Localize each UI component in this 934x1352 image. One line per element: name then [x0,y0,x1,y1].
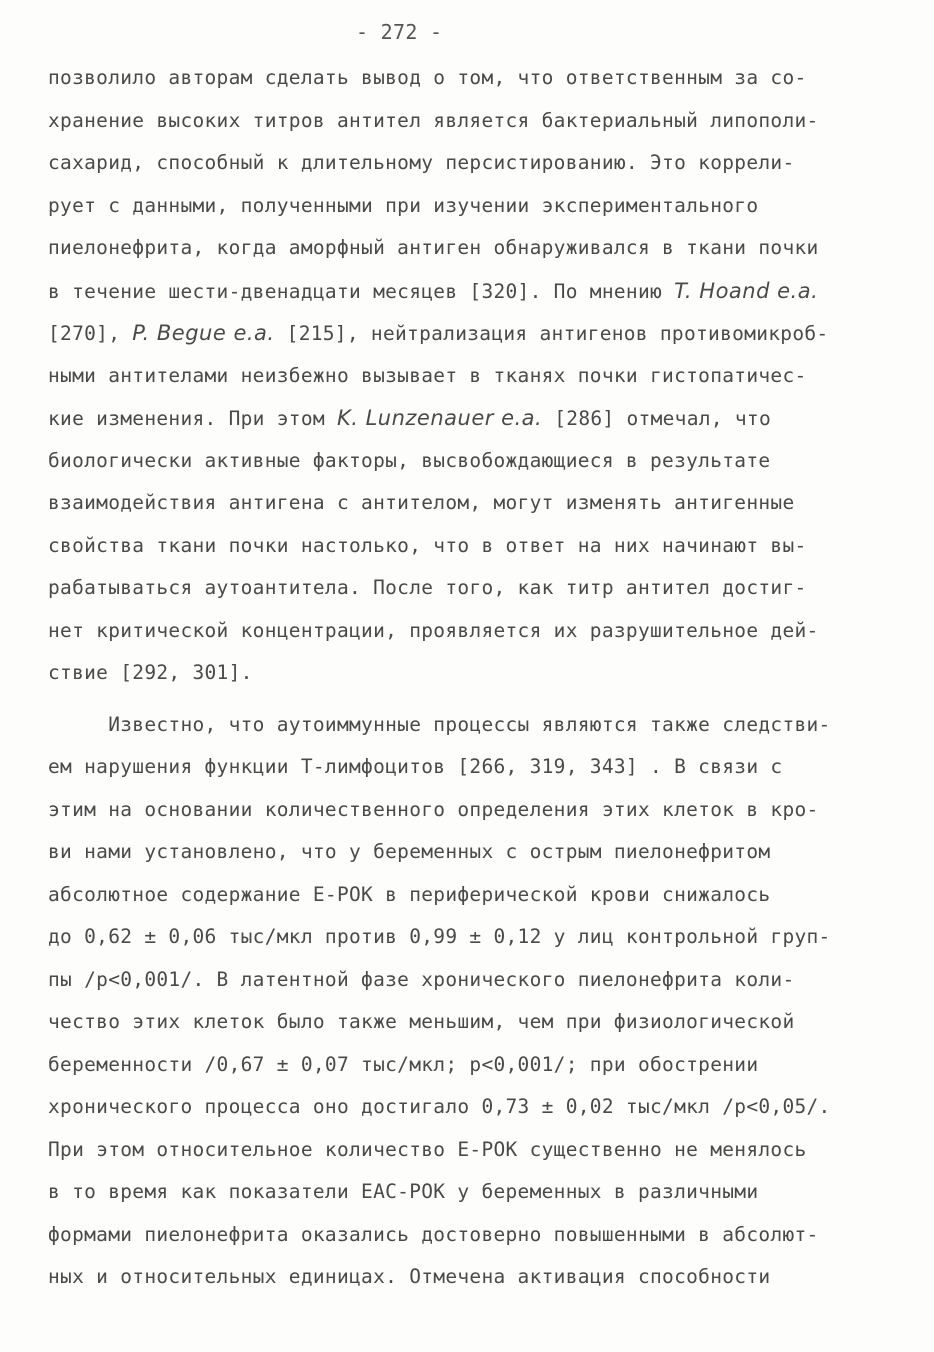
text-run: пы /р<0,001/. В латентной фазе хронического пиелонефрита коли- [48,967,795,991]
text-line [48,882,771,906]
text-line [48,533,807,557]
text-line [48,1222,819,1246]
text-run: хранение высоких титров антител является бактериальный липополи- [48,108,819,132]
text-line [48,363,807,387]
text-run: ствие [292, 301]. [48,661,253,684]
text-run: ем нарушения функции Т-лимфоцитов [266, 319, 343] . В связи с [48,755,783,778]
text-line [48,153,794,173]
text-run: [215], нейтрализация антигенов противомикроб- [274,322,829,345]
text-run: ви нами установлено, что у беременных с острым пиелонефритом [48,840,771,863]
text-line [48,757,782,777]
text-run: этим на основании количественного определения этих клеток в кро- [48,797,819,821]
text-line [48,663,253,683]
text-run: нет критической концентрации, проявляется их разрушительное дей- [48,618,819,642]
text-run: биологически активные факторы, высвобождающиеся в результате [48,448,771,472]
text-line [48,1012,794,1032]
text-line [48,578,807,598]
author-citation: P. Begue e.a. [132,321,275,345]
text-run: сахарид, способный к длительному персистированию. Это коррели- [48,151,795,174]
text-run: чество этих клеток было также меньшим, чем при физиологической [48,1010,795,1033]
text-run: абсолютное содержание Е-РОК в периферической крови снижалось [48,882,771,906]
text-run: свойства ткани почки настолько, что в ответ на них начинают вы- [48,533,807,557]
text-run: взаимодействия антигена с антителом, могут изменять антигенные [48,491,795,514]
text-line [48,108,819,132]
text-run: ных и относительных единицах. Отмечена активация способности [48,1265,771,1288]
text-line [48,1182,758,1202]
author-citation: T. Hoand e.a. [674,278,819,303]
text-line [48,842,770,862]
text-line [48,238,819,258]
text-line [48,1267,770,1287]
text-run: пиелонефрита, когда аморфный антиген обнаруживался в ткани почки [48,236,819,259]
text-run: рует с данными, полученными при изучении экспериментального [48,193,759,217]
text-line [48,1097,831,1117]
text-line [48,1052,759,1076]
text-run: позволило авторам сделать вывод о том, что ответственным за со- [48,66,807,89]
text-run: в течение шести-двенадцати месяцев [320]. По мнению [48,279,675,303]
text-line [48,193,759,217]
text-line [48,1137,807,1161]
text-line [48,712,831,736]
text-line [48,323,828,344]
text-run: в то время как показатели ЕАС-РОК у беременных в различными [48,1180,759,1203]
text-run: кие изменения. При этом [48,407,337,430]
text-run: формами пиелонефрита оказались достоверно повышенными в абсолют- [48,1222,819,1246]
text-run: ными антителами неизбежно вызывает в тканях почки гистопатичес- [48,363,807,387]
text-run: Известно, что аутоиммунные процессы являются также следстви- [48,712,831,736]
text-run: рабатываться аутоантитела. После того, как титр антител достиг- [48,576,807,599]
text-line [48,68,807,88]
text-line [48,493,794,513]
text-line [48,927,831,947]
text-run: хронического процесса оно достигало 0,73 ± 0,02 тыс/мкл /р<0,05/. [48,1095,831,1118]
author-citation: K. Lunzenauer e.a. [336,406,543,430]
text-run: беременности /0,67 ± 0,07 тыс/мкл; р<0,001/; при обострении [48,1052,759,1076]
text-line [48,967,795,991]
text-line [48,408,771,429]
text-line [48,448,771,472]
text-run: [286] отмечал, что [542,407,771,430]
text-line [48,797,819,821]
text-line [48,278,819,303]
text-run: [270], [48,322,133,345]
text-line [48,618,819,642]
text-run: При этом относительное количество Е-РОК существенно не менялось [48,1137,807,1161]
page-number: - 272 - [356,20,443,44]
text-run: до 0,62 ± 0,06 тыс/мкл против 0,99 ± 0,12 у лиц контрольной груп- [48,925,831,948]
